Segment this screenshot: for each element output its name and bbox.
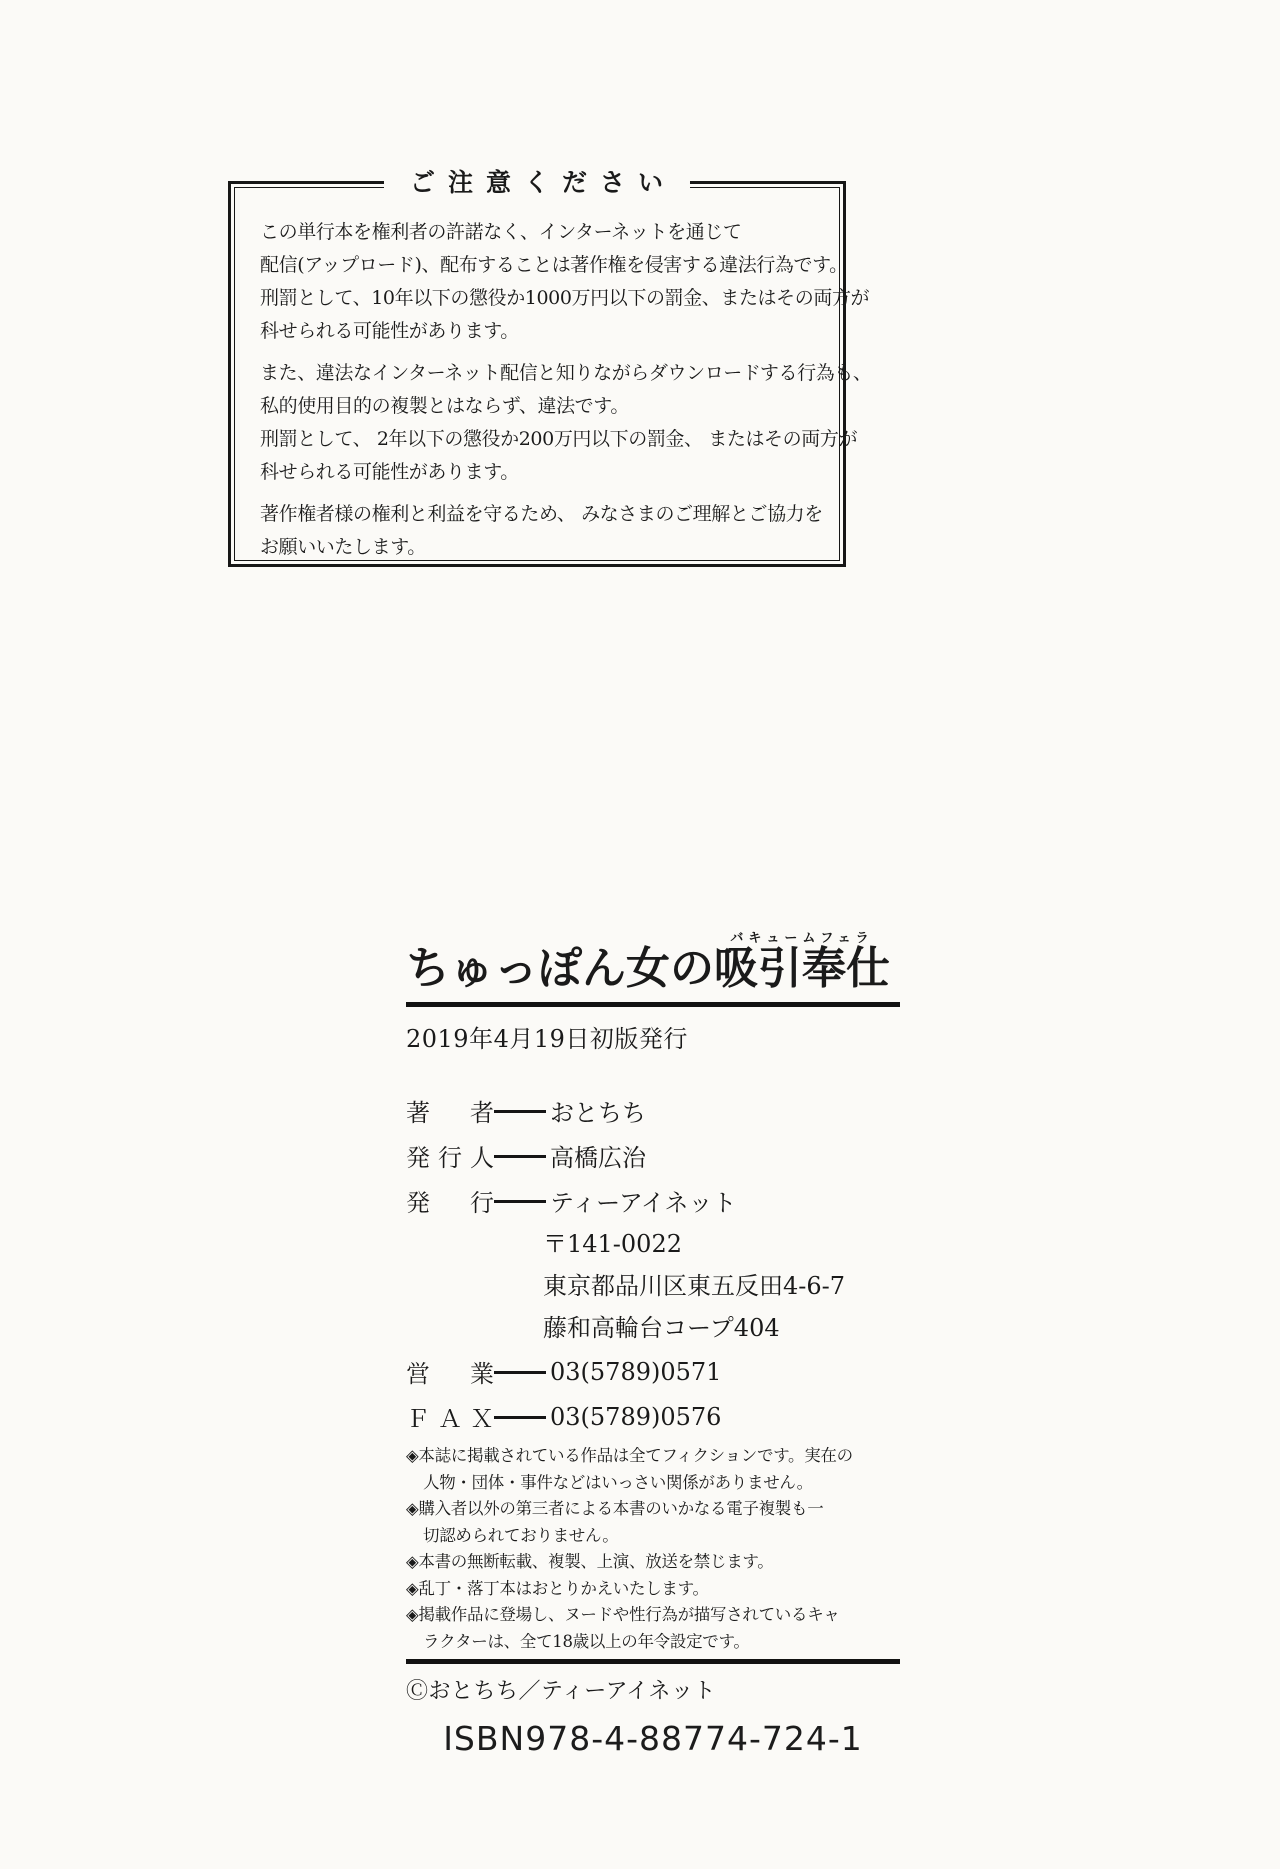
note-line-continuation: 人物・団体・事件などはいっさい関係がありません。 — [423, 1472, 813, 1492]
note-line: ◈乱丁・落丁本はおとりかえいたします。 — [406, 1578, 709, 1598]
contact-row-sales — [406, 1349, 900, 1394]
label-dash — [494, 1371, 546, 1374]
credit-label: 発 行 — [406, 1189, 494, 1217]
credit-row-publisher — [406, 1178, 900, 1223]
contact-value: 03(5789)0576 — [550, 1402, 722, 1431]
contact-value: 03(5789)0571 — [550, 1357, 722, 1386]
note-line: ◈本誌に掲載されている作品は全てフィクションです。実在の — [406, 1446, 853, 1465]
credits-list — [406, 1088, 900, 1223]
book-title-prefix: ちゅっぽん女の — [406, 943, 714, 994]
warning-paragraph-cooperation: 著作権者様の権利と利益を守るため、 みなさまのご理解とご協力を お願いいたします。 — [260, 503, 823, 558]
colophon — [406, 884, 900, 1758]
notes-list — [406, 1443, 900, 1655]
publisher-address: 〒141-0022 東京都品川区東五反田4-6-7 藤和高輪台コープ404 — [543, 1230, 846, 1342]
credit-label: 発行人 — [406, 1144, 494, 1172]
edition-date: 2019年4月19日初版発行 — [406, 1025, 688, 1053]
bottom-divider-rule — [406, 1659, 900, 1664]
label-dash — [494, 1200, 546, 1203]
book-title-ruby-base: 吸引奉仕 — [714, 943, 890, 994]
note-line: ◈購入者以外の第三者による本書のいかなる電子複製も一 — [406, 1499, 824, 1518]
book-title-ruby — [714, 931, 890, 996]
note-line-continuation: ラクターは、全て18歳以上の年令設定です。 — [423, 1631, 750, 1651]
contact-label: ＦＡＸ — [406, 1405, 494, 1433]
credit-value: ティーアイネット — [550, 1189, 737, 1217]
book-title-furigana: バキュームフェラ — [714, 931, 890, 946]
note-line-continuation: 切認められておりません。 — [423, 1525, 619, 1545]
credit-value: おとちち — [550, 1099, 646, 1127]
copyright-line: Ⓒおとちち／ティーアイネット — [406, 1679, 716, 1704]
warning-paragraph-download: また、違法なインターネット配信と知りながらダウンロードする行為も、 私的使用目的の複製とはならず、違法です。 刑罰として、 2年以下の懲役か200万円以下の罰金、 またはその両方が 科せられる可能性があります。 — [260, 362, 872, 483]
title-divider-rule — [406, 1002, 900, 1007]
note-line: ◈本書の無断転載、複製、上演、放送を禁じます。 — [406, 1552, 774, 1571]
credit-row-publisher-person — [406, 1133, 900, 1178]
isbn: ISBN978-4-88774-724-1 — [443, 1719, 863, 1758]
label-dash — [494, 1110, 546, 1113]
label-dash — [494, 1416, 546, 1419]
warning-paragraph-upload: この単行本を権利者の許諾なく、インターネットを通じて 配信(アップロード)、配布することは著作権を侵害する違法行為です。 刑罰として、10年以下の懲役か1000万円以下の罰金、またはその両方が 科せられる可能性があります。 — [260, 221, 870, 342]
credit-label: 著 者 — [406, 1099, 494, 1127]
contact-row-fax — [406, 1394, 900, 1439]
credit-row-author — [406, 1088, 900, 1133]
label-dash — [494, 1155, 546, 1158]
contact-label: 営 業 — [406, 1360, 494, 1388]
warning-box-text — [260, 216, 872, 564]
warning-box-title: ご注意ください — [384, 163, 690, 199]
contacts-list — [406, 1349, 900, 1439]
book-title — [406, 884, 900, 996]
credit-value: 高橋広治 — [550, 1144, 646, 1172]
copyright-warning-box — [228, 168, 872, 567]
note-line: ◈掲載作品に登場し、ヌードや性行為が描写されているキャ — [406, 1605, 840, 1624]
